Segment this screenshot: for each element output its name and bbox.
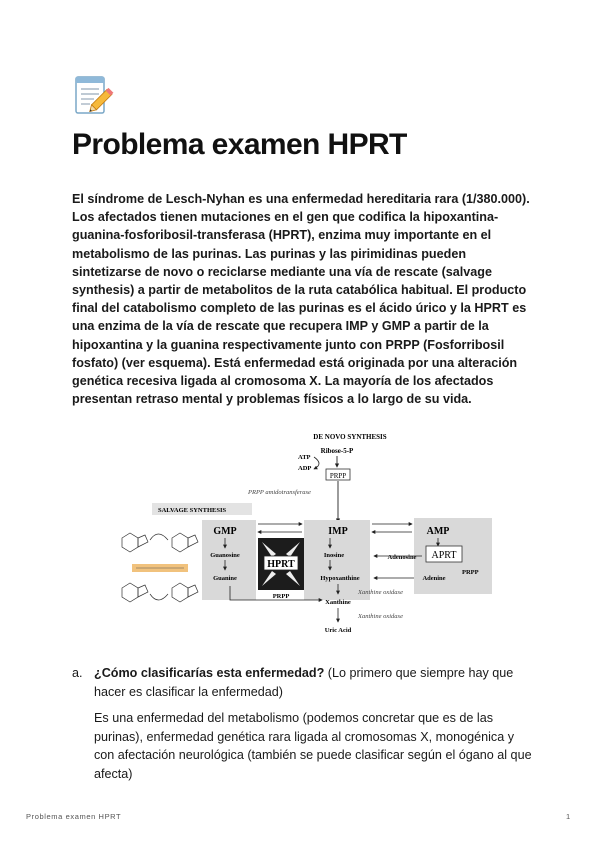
salvage-label: SALVAGE SYNTHESIS [158,507,227,514]
footer-doc-name: Problema examen HPRT [26,812,122,821]
guanosine-label: Guanosine [210,552,240,559]
question-section [72,664,534,783]
imp-label: IMP [328,526,348,537]
question-title: ¿Cómo clasificarías esta enfermedad? [94,666,325,680]
aprt-prpp-label: PRPP [462,569,479,576]
adp-label: ADP [298,465,312,472]
xanthine-label: Xanthine [325,599,351,606]
question-note: (Lo primero que siempre hay que hacer es clasificar la enfermedad) [94,666,514,699]
question-text [94,664,534,701]
footer-page-number: 1 [566,812,571,821]
hprt-prpp-label: PRPP [272,593,290,600]
inosine-label: Inosine [323,552,345,559]
adenine-label: Adenine [422,575,446,582]
amp-label: AMP [426,526,450,537]
hprt-label: HPRT [267,559,295,570]
xanthine-oxidase-label-1: Xanthine oxidase [358,589,403,596]
intro-paragraph: El síndrome de Lesch-Nyhan es una enfermedad hereditaria rara (1/380.000). Los afectados tienen mutaciones en el gen que codifica la hipoxantina-guanina-fosforibosil-transferasa (HPRT), enzima muy importante en el metabolismo de las purinas. Las purinas y las pirimidinas pueden sintetizarse de novo o reciclarse mediante una vía de rescate (salvage synthesis) a partir de metabolitos de la ruta catabólica habitual. El producto final del catabolismo completo de las purinas es el ácido úrico y la HPRT es una enzima de la vía de rescate que recupera IMP y GMP a partir de la hipoxantina y la guanina respectivamente junto con PRPP (Fosforribosil fosfato) (ver esquema). Está enfermedad está originada por una alteración genética recesiva ligada al cromosoma X. La mayoría de los afectados presentan retraso mental y problemas físicos a lo largo de su vida. [72,192,530,407]
purine-pathway-diagram [112,428,496,648]
answer-paragraph: Es una enfermedad del metabolismo (podemos concretar que es de las purinas), enfermedad genética rara ligada al cromosomas X, monogénica y con afectación neurológica (también se puede clasificar según el ógano al que afecta) [94,711,532,781]
adenosine-label: Adenosine [387,554,417,561]
page-title: Problema examen HPRT [72,128,407,161]
uric-acid-label: Uric Acid [324,627,352,634]
question-item [72,664,534,701]
atp-label: ATP [298,454,311,461]
aprt-label: APRT [431,550,457,561]
ribose-label: Ribose-5-P [320,447,354,455]
guanine-label: Guanine [213,575,237,582]
amidotransferase-label: PRPP amidotransferase [248,489,311,496]
hypoxanthine-label: Hypoxanthine [320,575,360,582]
gmp-label: GMP [213,526,237,537]
list-marker: a. [72,666,83,680]
xanthine-oxidase-label-2: Xanthine oxidase [358,613,403,620]
prpp-label: PRPP [329,472,347,480]
memo-pencil-icon [72,74,116,118]
de-novo-label: DE NOVO SYNTHESIS [313,433,387,441]
